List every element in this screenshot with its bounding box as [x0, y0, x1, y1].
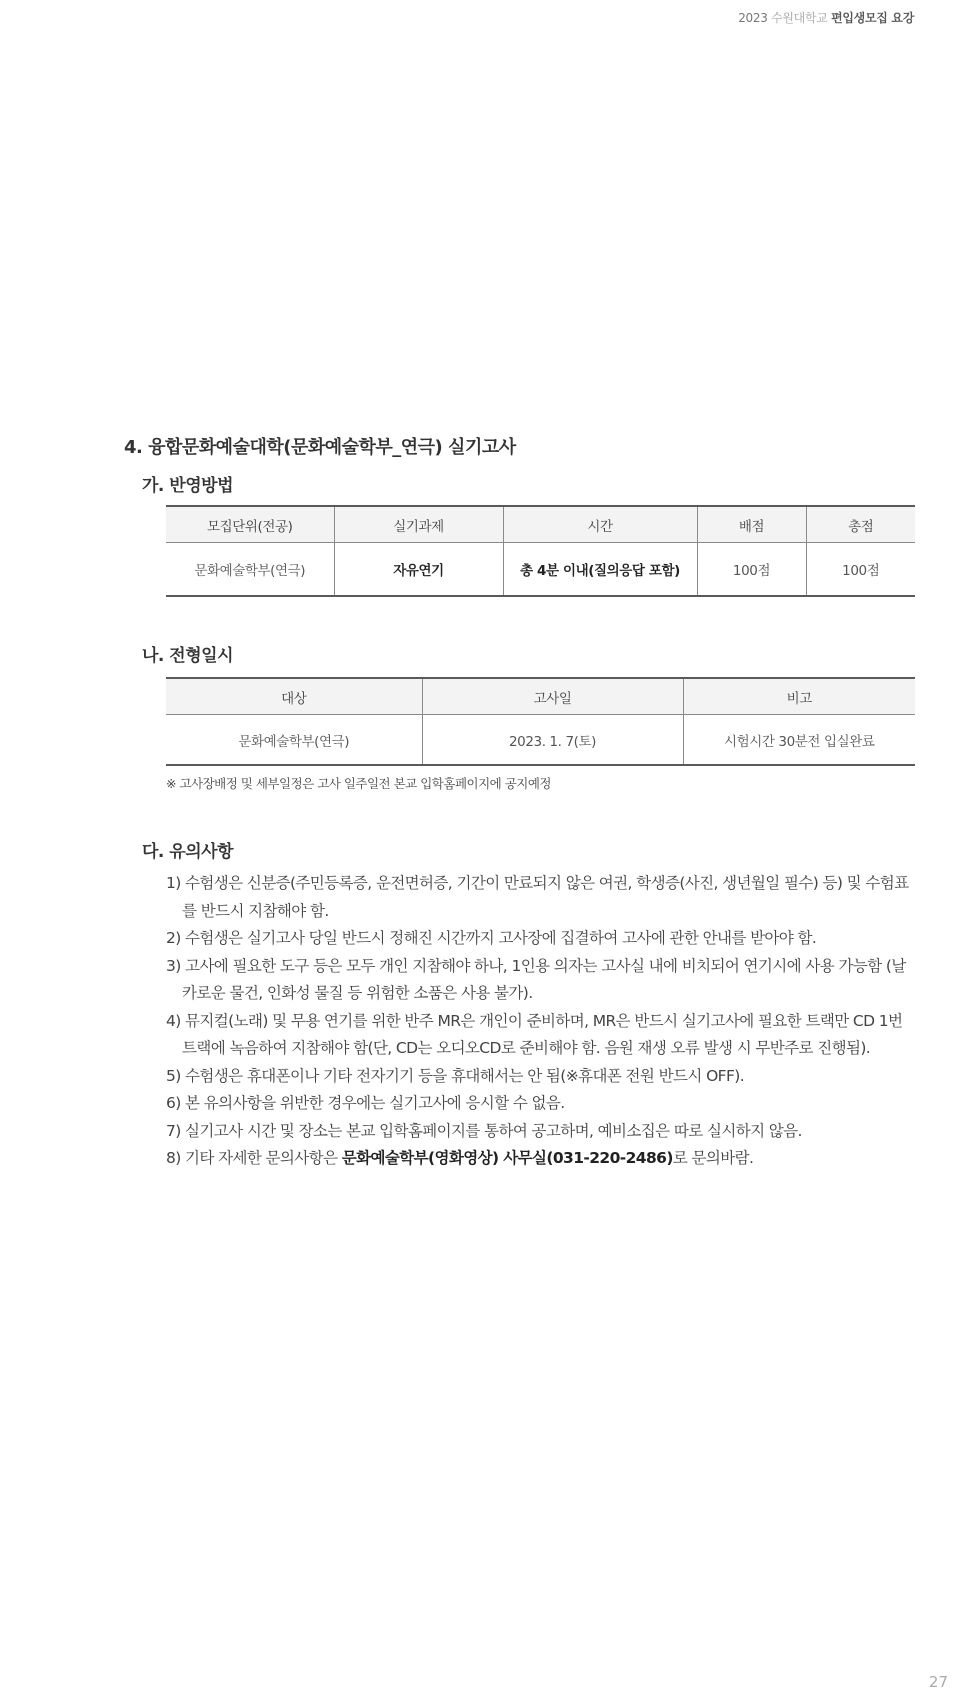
section-title: 4. 융합문화예술대학(문화예술학부_연극) 실기고사: [124, 437, 516, 458]
list-item: 3) 고사에 필요한 도구 등은 모두 개인 지참해야 하나, 1인용 의자는 고사실 내에 비치되어 연기시에 사용 가능함 (날카로운 물건, 인화성 물질 등 위험한 소품은 사용 불가).: [166, 956, 906, 1002]
list-item: 7) 실기고사 시간 및 장소는 본교 입학홈페이지를 통하여 공고하며, 예비소집은 따로 실시하지 않음.: [166, 1121, 802, 1140]
list-item: 2) 수험생은 실기고사 당일 반드시 정해진 시간까지 고사장에 집결하여 고사에 관한 안내를 받아야 함.: [166, 929, 817, 947]
table-header-cell: 모집단위(전공): [166, 506, 334, 543]
list-item: 1) 수험생은 신분증(주민등록증, 운전면허증, 기간이 만료되지 않은 여권, 학생증(사진, 생년월일 필수) 등) 및 수험표를 반드시 지참해야 함.: [166, 874, 909, 920]
header-school: 수원대학교: [771, 11, 828, 25]
table-header-row: [166, 678, 915, 715]
schedule-note: ※ 고사장배정 및 세부일정은 고사 일주일전 본교 입학홈페이지에 공지예정: [166, 776, 552, 791]
table-header-row: [166, 506, 915, 543]
document-header: [738, 9, 914, 26]
method-table: [166, 505, 915, 597]
table-header-cell: 시간: [503, 506, 697, 543]
table-cell: 총 4분 이내(질의응답 포함): [503, 543, 697, 597]
table-cell: 시험시간 30분전 입실완료: [683, 715, 915, 766]
header-title: 편입생모집 요강: [831, 11, 914, 25]
table-header-cell: 총점: [806, 506, 915, 543]
list-item: [166, 1145, 911, 1173]
table-header-cell: 배점: [697, 506, 806, 543]
table-cell: 2023. 1. 7(토): [422, 715, 683, 766]
list-item: 6) 본 유의사항을 위반한 경우에는 실기고사에 응시할 수 없음.: [166, 1094, 565, 1112]
subsection-title-schedule: 나. 전형일시: [142, 646, 233, 666]
table-cell: 문화예술학부(연극): [194, 563, 306, 579]
contact-office: 문화예술학부(영화영상) 사무실(031-220-2486): [341, 1149, 673, 1167]
table-row: [166, 715, 915, 766]
table-cell: 문화예술학부(연극): [238, 733, 350, 750]
table-row: [166, 543, 915, 597]
table-cell: 100점: [697, 543, 806, 597]
subsection-title-cautions: 다. 유의사항: [142, 842, 233, 862]
list-item: 5) 수험생은 휴대폰이나 기타 전자기기 등을 휴대해서는 안 됨(※휴대폰 전원 반드시 OFF).: [166, 1066, 745, 1085]
page-number: 27: [928, 1673, 948, 1691]
list-item: 4) 뮤지컬(노래) 및 무용 연기를 위한 반주 MR은 개인이 준비하며, MR은 반드시 실기고사에 필요한 트랙만 CD 1번 트랙에 녹음하여 지참해야 함(단, CD는 오디오CD로 준비해야 함. 음원 재생 오류 발생 시 무반주로 진행됨).: [166, 1011, 903, 1057]
table-cell: 100점: [806, 543, 915, 597]
list-item-prefix: 8) 기타 자세한 문의사항은: [166, 1149, 342, 1167]
table-header-cell: 비고: [683, 678, 915, 715]
table-header-cell: 고사일: [422, 678, 683, 715]
table-header-cell: 실기과제: [334, 506, 503, 543]
header-year: 2023: [738, 11, 768, 25]
table-cell: 자유연기: [334, 543, 503, 597]
subsection-title-method: 가. 반영방법: [142, 476, 233, 496]
cautions-list: [166, 870, 911, 1173]
schedule-table: [166, 677, 915, 766]
list-item-suffix: 로 문의바람.: [672, 1149, 754, 1167]
table-header-cell: 대상: [166, 678, 422, 715]
